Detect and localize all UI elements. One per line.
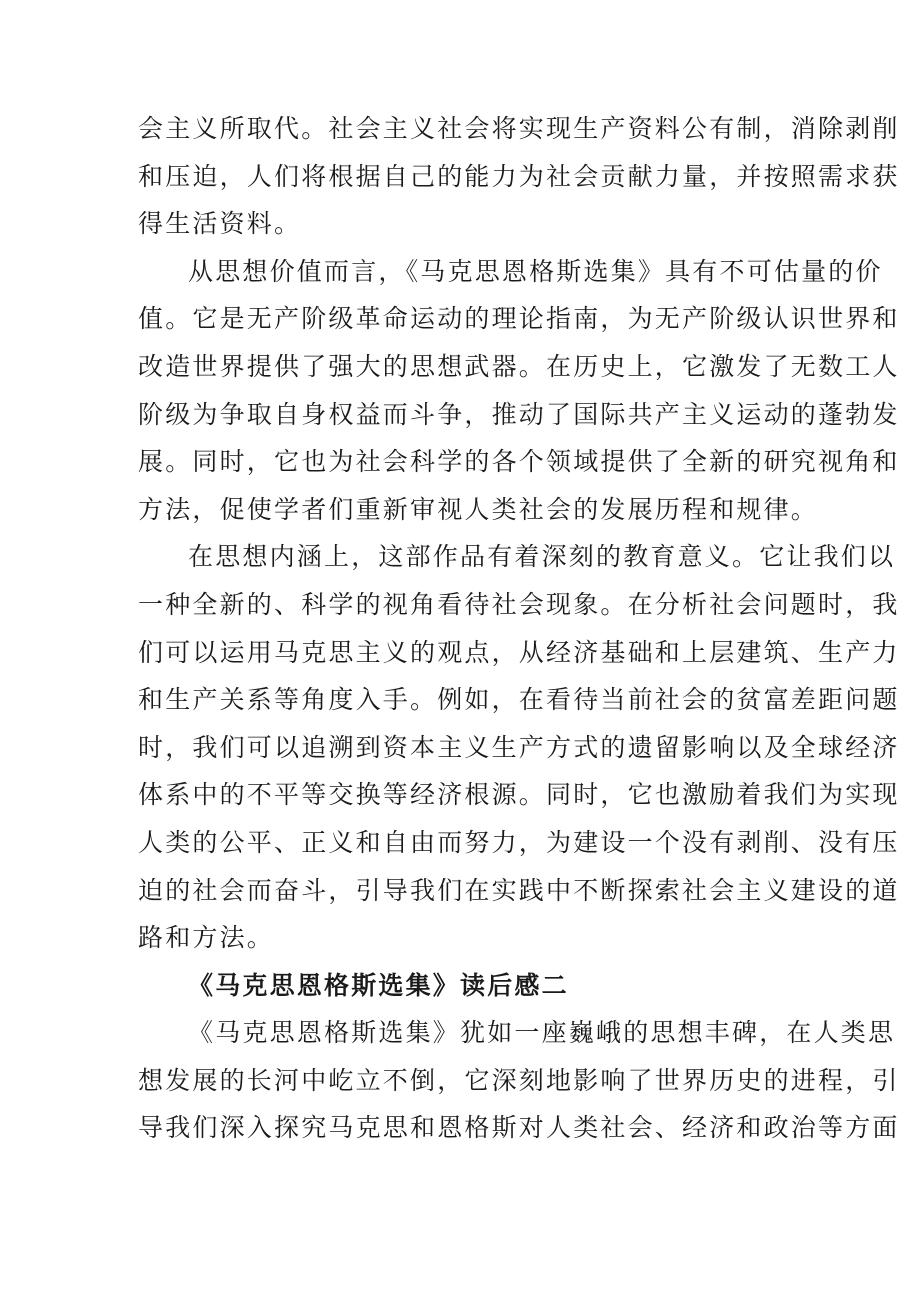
text-line: 《马克思恩格斯选集》犹如一座巍峨的思想丰碑，在人类思: [188, 1018, 896, 1048]
text-line: 值。它是无产阶级革命运动的理论指南，为无产阶级认识世界和: [138, 304, 900, 334]
text-line: 想发展的长河中屹立不倒，它深刻地影响了世界历史的进程，引: [138, 1065, 900, 1095]
text-line: 从思想价值而言，《马克思恩格斯选集》具有不可估量的价: [188, 256, 883, 286]
text-line: 会主义所取代。社会主义社会将实现生产资料公有制，消除剥削: [138, 114, 900, 143]
text-line: 和生产关系等角度入手。例如，在看待当前社会的贫富差距问题: [138, 685, 900, 715]
text-line: 人类的公平、正义和自由而努力，为建设一个没有剥削、没有压: [138, 827, 900, 857]
text-line: 阶级为争取自身权益而斗争，推动了国际共产主义运动的蓬勃发: [138, 399, 900, 429]
paragraph-3: [138, 533, 900, 961]
text-line: 迫的社会而奋斗，引导我们在实践中不断探索社会主义建设的道: [138, 875, 900, 905]
text-line: 导我们深入探究马克思和恩格斯对人类社会、经济和政治等方面: [138, 1113, 900, 1143]
text-line: 们可以运用马克思主义的观点，从经济基础和上层建筑、生产力: [138, 637, 900, 667]
section-heading: 《马克思恩格斯选集》读后感二: [188, 970, 569, 1000]
text-line: 在思想内涵上，这部作品有着深刻的教育意义。它让我们以: [188, 542, 896, 572]
paragraph-2: [138, 248, 900, 534]
text-line: 路和方法。: [138, 923, 275, 953]
text-line: 改造世界提供了强大的思想武器。在历史上，它激发了无数工人: [138, 351, 900, 381]
paragraph-4: [138, 1009, 900, 1152]
text-line: 展。同时，它也为社会科学的各个领域提供了全新的研究视角和: [138, 447, 900, 477]
text-line: 方法，促使学者们重新审视人类社会的发展历程和规律。: [138, 494, 819, 524]
text-line: 时，我们可以追溯到资本主义生产方式的遗留影响以及全球经济: [138, 732, 900, 762]
text-line: 得生活资料。: [138, 209, 302, 239]
paragraph-1: [138, 105, 900, 248]
text-line: 体系中的不平等交换等经济根源。同时，它也激励着我们为实现: [138, 780, 900, 810]
text-line: 和压迫，人们将根据自己的能力为社会贡献力量，并按照需求获: [138, 161, 900, 191]
text-line: 一种全新的、科学的视角看待社会现象。在分析社会问题时，我: [138, 589, 900, 619]
document-page: [138, 105, 900, 1152]
